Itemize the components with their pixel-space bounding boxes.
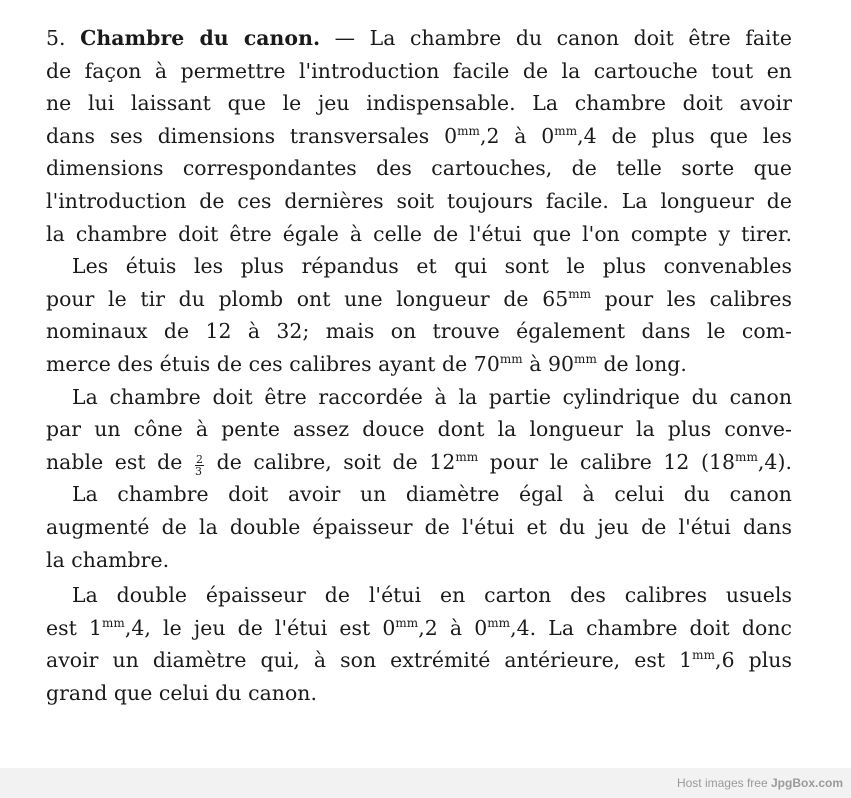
paragraph-etuis: [46, 250, 792, 380]
text-line: dimensions correspondantes des cartouches, de telle sorte que: [46, 156, 792, 181]
brand-link[interactable]: JpgBox.com: [770, 776, 843, 790]
text-line: la chambre doit être égale à celle de l'étui que l'on compte y tirer.: [46, 221, 792, 246]
paragraph-number: 5.: [46, 26, 66, 50]
text-line: nominaux de 12 à 32; mais on trouve également dans le com-: [46, 319, 792, 344]
section-heading: Chambre du canon.: [80, 26, 321, 50]
text-line: ne lui laissant que le jeu indispensable. La chambre doit avoir: [46, 91, 792, 116]
text-line: augmenté de la double épaisseur de l'étui et du jeu de l'étui dans: [46, 514, 792, 539]
fraction: $\frac{2}{3}$: [194, 452, 204, 478]
text-line: Les étuis les plus répandus et qui sont le plus convenables: [72, 254, 792, 279]
text-line: pour le tir du plomb ont une longueur de $65^{mm}$ pour les calibres: [46, 286, 793, 311]
host-credit[interactable]: Host images free JpgBox.com: [676, 776, 843, 790]
text-line: La double épaisseur de l'étui en carton des calibres usuels: [72, 583, 792, 608]
footer-bar: [0, 768, 851, 798]
text-line: La chambre doit avoir un diamètre égal à celui du canon: [72, 482, 792, 507]
paragraph-diametre: [46, 478, 792, 576]
text-line: l'introduction de ces dernières soit toujours facile. La longueur de: [46, 188, 792, 213]
paragraph-epaisseur: [46, 579, 792, 709]
text-line: avoir un diamètre qui, à son extrémité antérieure, est $1^{mm},6$ plus: [46, 648, 792, 673]
text-line: 5. Chambre du canon. — La chambre du canon doit être faite: [46, 26, 792, 50]
text-line: dans ses dimensions transversales $0^{mm},2$ à $0^{mm},4$ de plus que les: [46, 123, 792, 148]
paragraph-5: [46, 22, 792, 250]
paragraph-raccord: [46, 381, 792, 479]
text-line: grand que celui du canon.: [46, 680, 318, 705]
text-line: nable est de $\frac{2}{3}$ de calibre, soit de $12^{mm}$ pour le calibre 12 $(18^{mm},4)$.: [46, 449, 792, 478]
text-line: est $1^{mm},4$, le jeu de l'étui est $0^{mm},2$ à $0^{mm},4$. La chambre doit donc: [46, 615, 792, 640]
text-line: merce des étuis de ces calibres ayant de $70^{mm}$ à $90^{mm}$ de long.: [46, 351, 687, 376]
text-line: par un cône à pente assez douce dont la longueur la plus conve-: [46, 417, 792, 442]
text-line: La chambre doit être raccordée à la partie cylindrique du canon: [72, 384, 792, 409]
document-text: [46, 22, 792, 709]
text-line: de façon à permettre l'introduction facile de la cartouche tout en: [46, 58, 792, 83]
text-line: la chambre.: [46, 547, 170, 572]
